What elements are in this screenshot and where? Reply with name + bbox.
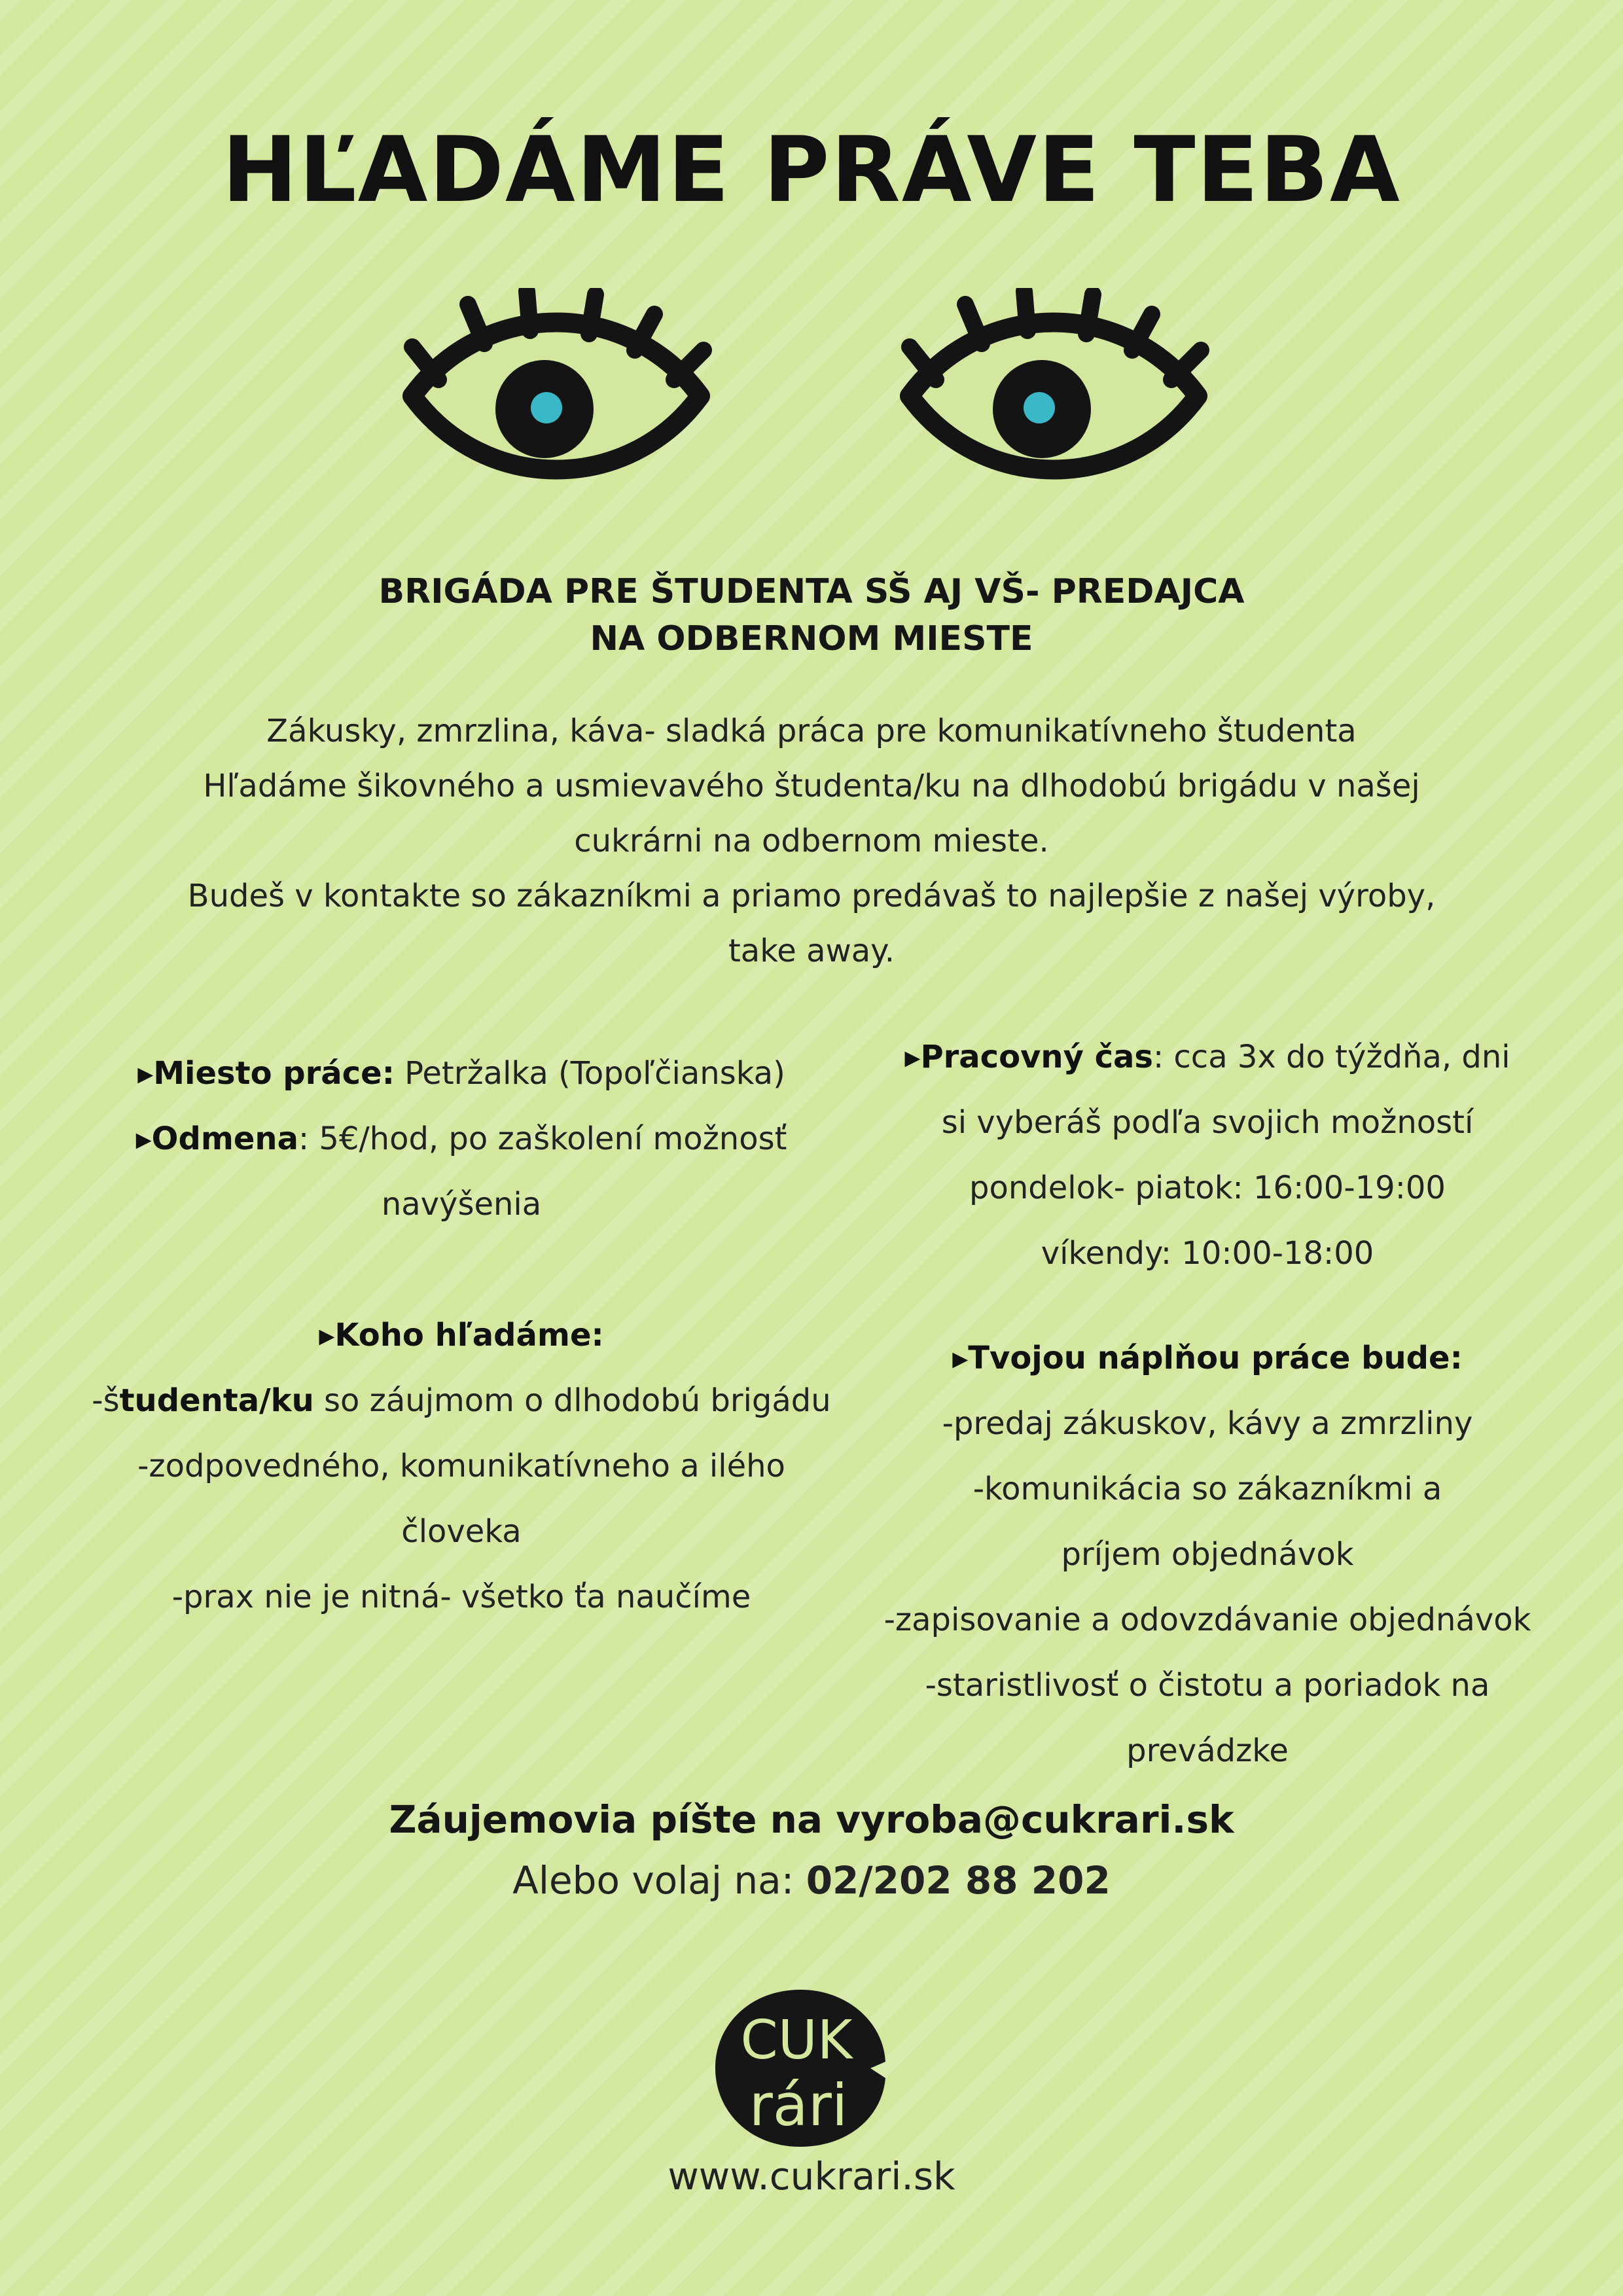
contact-email: Záujemovia píšte na vyroba@cukrari.sk <box>389 1797 1234 1842</box>
subtitle-line: NA ODBERNOM MIESTE <box>590 619 1033 658</box>
workplace-label: ▸Miesto práce: <box>137 1055 395 1092</box>
duty-item: prevádzke <box>1126 1732 1289 1769</box>
workplace-value: Petržalka (Topoľčianska) <box>394 1055 785 1092</box>
duty-item: -zapisovanie a odovzdávanie objednávok <box>883 1602 1531 1638</box>
cukrari-logo <box>710 1986 890 2150</box>
duty-item: -komunikácia so zákazníkmi a <box>972 1471 1442 1507</box>
intro-line: Budeš v kontakte so zákazníkmi a priamo predávaš to najlepšie z našej výroby, <box>187 878 1436 914</box>
intro-line: Hľadáme šikovného a usmievavého študenta/ku na dlhodobú brigádu v našej <box>203 768 1420 804</box>
page-title: HĽADÁME PRÁVE TEBA <box>222 117 1401 223</box>
hours-line: víkendy: 10:00-18:00 <box>1041 1235 1374 1272</box>
logo-text-2: rári <box>749 2072 848 2139</box>
hours-line: pondelok- piatok: 16:00-19:00 <box>969 1170 1446 1206</box>
hours-value: : cca 3x do týždňa, dni <box>1152 1039 1510 1075</box>
who-rest: so záujmom o dlhodobú brigádu <box>313 1382 831 1419</box>
intro-line: Zákusky, zmrzlina, káva- sladká práca pre komunikatívneho študenta <box>266 713 1357 749</box>
eye-icon <box>399 288 713 511</box>
who-heading <box>65 1302 857 1368</box>
duty-item: príjem objednávok <box>1061 1536 1354 1573</box>
contact-phone <box>0 1851 1623 1910</box>
who-bold: tudenta/ku <box>119 1382 314 1419</box>
who-heading-text: ▸Koho hľadáme: <box>319 1317 604 1354</box>
duties-section <box>838 1325 1577 1784</box>
who-line: -prax nie je nitná- všetko ťa naučíme <box>171 1579 751 1615</box>
hours-line <box>838 1024 1577 1090</box>
phone-number: 02/202 88 202 <box>806 1858 1111 1903</box>
phone-prefix: Alebo volaj na: <box>512 1858 806 1903</box>
duties-heading-text: ▸Tvojou náplňou práce bude: <box>952 1340 1463 1376</box>
duty-item: -predaj zákuskov, kávy a zmrzliny <box>942 1405 1473 1442</box>
who-line <box>65 1368 857 1433</box>
website-link[interactable]: www.cukrari.sk <box>668 2154 955 2198</box>
hours-label: ▸Pracovný čas <box>904 1039 1153 1075</box>
intro-line: take away. <box>728 933 895 969</box>
who-prefix: -š <box>92 1382 120 1419</box>
logo-text-1: CUK <box>740 2009 853 2072</box>
workplace-line <box>65 1041 857 1106</box>
intro-line: cukrárni na odbernom mieste. <box>574 823 1049 859</box>
pay-value: : 5€/hod, po zaškolení možnosť <box>298 1121 787 1157</box>
eye-icon <box>897 288 1211 511</box>
job-subtitle <box>0 568 1623 662</box>
pay-line <box>65 1106 857 1172</box>
intro-paragraph <box>0 704 1623 978</box>
hours-line: si vyberáš podľa svojich možností <box>941 1104 1474 1141</box>
who-line: človeka <box>401 1513 522 1550</box>
duties-heading <box>838 1325 1577 1391</box>
duty-item: -staristlivosť o čistotu a poriadok na <box>925 1667 1490 1704</box>
hours-section <box>838 1024 1577 1286</box>
who-line: -zodpovedného, komunikatívneho a ilého <box>137 1448 785 1484</box>
subtitle-line: BRIGÁDA PRE ŠTUDENTA SŠ AJ VŠ- PREDAJCA <box>378 572 1245 611</box>
left-column <box>65 1041 857 1237</box>
pay-line-2: navýšenia <box>381 1186 542 1223</box>
who-section <box>65 1302 857 1630</box>
pay-label: ▸Odmena <box>135 1121 298 1157</box>
